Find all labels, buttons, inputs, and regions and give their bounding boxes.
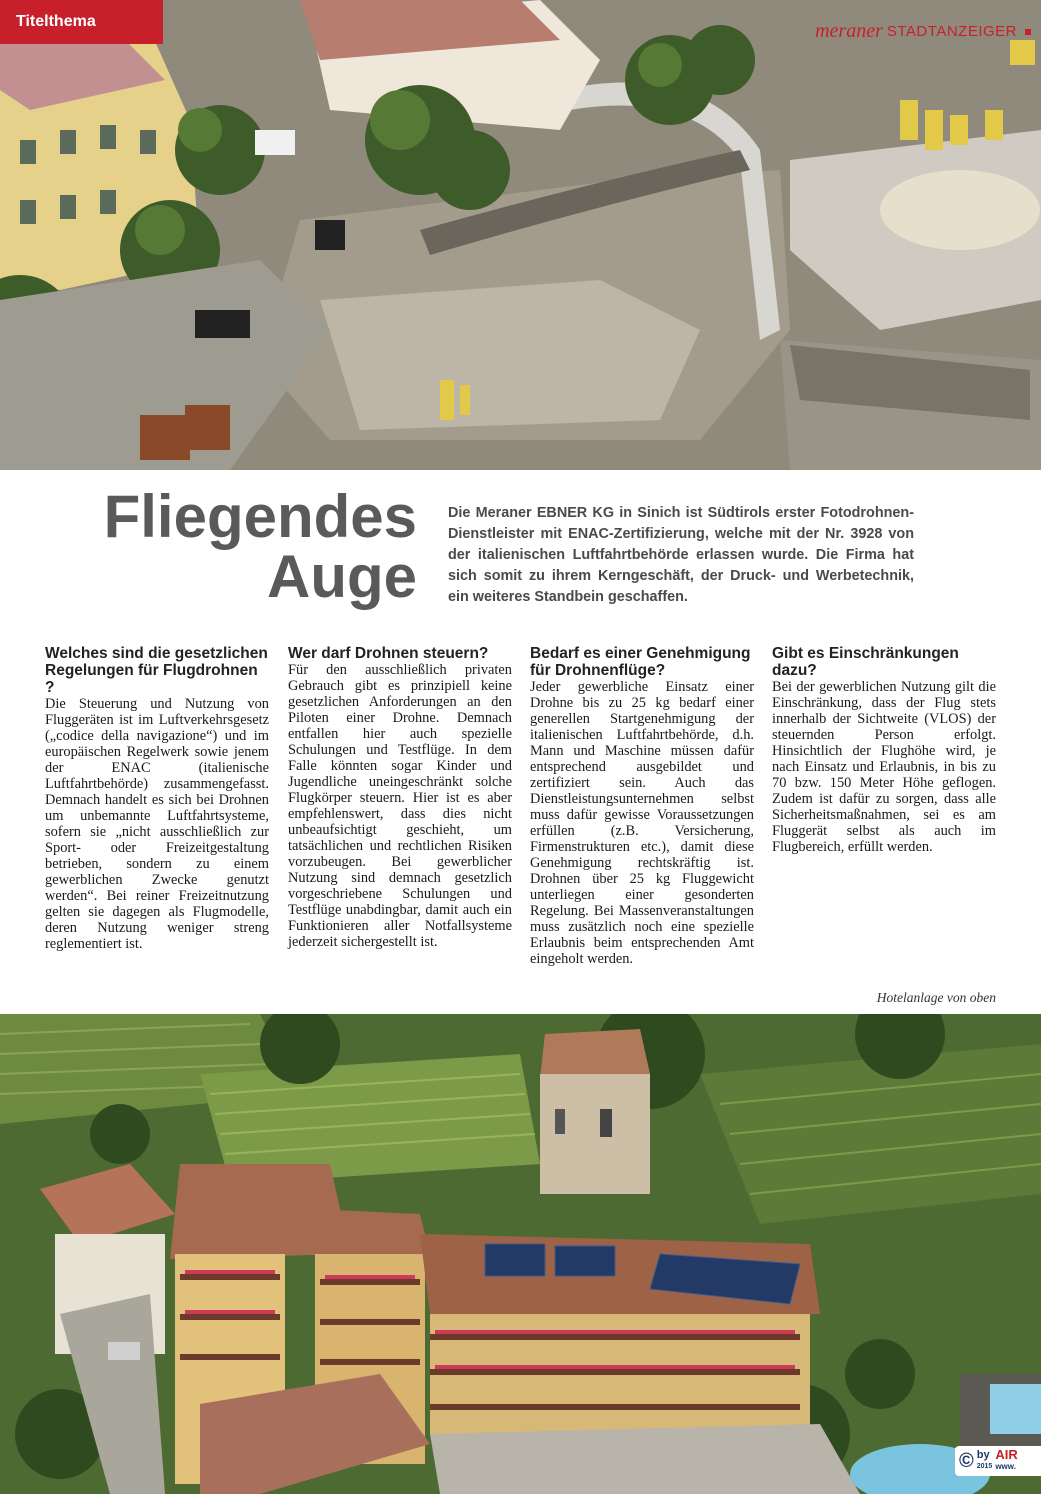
column-heading: Welches sind die gesetzlichen Regelungen für Flugdrohnen ? bbox=[45, 645, 268, 696]
column-heading: Gibt es Einschränkungen dazu? bbox=[772, 645, 959, 679]
column-body: Jeder gewerbliche Einsatz einer Drohne bis zu 25 kg bedarf einer generellen Startgenehmigung der italienischen Luftfahrtbehörde, d.h. Mann und Maschine müssen dafür entsprechend ausgebildet und zertifiziert sein. Auch das Dienstleistungsunternehmen selbst muss dafür gewisse Voraussetzungen erfüllen (z.B. Versicherung, Firmenstrukturen etc.), damit diese Genehmigung rechtskräftig ist. Drohnen über 25 kg Fluggewicht unterliegen einer gesonderten Regelung. Bei Massenveranstaltungen muss zusätzlich noch eine spezielle Erlaubnis beim entsprechenden Amt eingeholt werden. bbox=[530, 679, 754, 967]
article-column-1 bbox=[45, 645, 269, 952]
copyright-badge bbox=[955, 1446, 1041, 1476]
copyright-by: by bbox=[976, 1449, 990, 1461]
copyright-year: 2015 bbox=[976, 1463, 993, 1470]
hotel-aerial-photo bbox=[0, 1014, 1041, 1494]
masthead-square-icon bbox=[1025, 29, 1031, 35]
headline-line-2: Auge bbox=[267, 543, 417, 610]
masthead-paper: STADTANZEIGER bbox=[886, 23, 1017, 40]
column-heading: Bedarf es einer Genehmigung für Drohnenflüge? bbox=[530, 645, 751, 679]
copyright-icon: © bbox=[959, 1449, 974, 1472]
article-column-2 bbox=[288, 645, 512, 950]
copyright-brand: AIR bbox=[995, 1447, 1018, 1462]
column-heading: Wer darf Drohnen steuern? bbox=[288, 645, 489, 662]
section-tag: Titelthema bbox=[0, 0, 163, 44]
column-body: Bei der gewerblichen Nutzung gilt die Einschränkung, dass der Flug stets innerhalb der Sichtweite (VLOS) der steuernden Person erfolgt. Hinsichtlich der Flughöhe wird, je nach Einsatz und Erlaubnis, in bis zu 70 bzw. 150 Meter Höhe geflogen. Zudem ist dafür zu sorgen, dass alle Sicherheitsmaßnahmen, sei es am Fluggerät selbst als auch im Flugbereich, erfüllt werden. bbox=[772, 679, 996, 855]
article-column-3 bbox=[530, 645, 754, 967]
headline bbox=[60, 483, 417, 610]
headline-line-1: Fliegendes bbox=[103, 483, 417, 550]
article-column-4 bbox=[772, 645, 996, 855]
construction-site-photo bbox=[0, 0, 1041, 470]
masthead-city: meraner bbox=[815, 20, 883, 42]
masthead-logo bbox=[815, 20, 1031, 43]
photo-caption: Hotelanlage von oben bbox=[876, 990, 996, 1005]
column-body: Für den ausschließlich privaten Gebrauch gibt es prinzipiell keine gesetzlichen Anforderungen an den Piloten einer Drohne. Demnach entfallen hier auch spezielle Schulungen und Testflüge. In dem Falle könnten sogar Kinder und Jugendliche uneingeschränkt solche Flugkörper steuern. Hier ist es aber empfehlenswert, dass dies nicht unbeaufsichtigt geschieht, um tatsächlichen und rechtlichen Risiken vorzubeugen. Bei gewerblicher Nutzung sind demnach gesetzlich vorgeschriebene Schulungen und Testflüge unabdingbar, damit auch ein Funktionieren aller Notfallsysteme jederzeit sichergestellt ist. bbox=[288, 662, 512, 950]
copyright-web: www. bbox=[995, 1462, 1016, 1471]
column-body: Die Steuerung und Nutzung von Fluggeräten ist im Luftverkehrsgesetz („codice della navigazione“) und im europäischen Regelwerk sowie jenem der ENAC (italienische Luftfahrtbehörde) zusammengefasst. Demnach handelt es sich bei Drohnen um unbemannte Luftfahrtsysteme, sofern sie „nicht ausschließlich zur Sport- oder Freizeitgestaltung betrieben, sondern zu einem gewerblichen Zwecke genutzt werden“. Bei reiner Freizeitnutzung gelten sie dagegen als Flugmodelle, deren Nutzung weniger streng reglementiert ist. bbox=[45, 696, 269, 952]
lead-paragraph: Die Meraner EBNER KG in Sinich ist Südtirols erster Fotodrohnen-Dienstleister mit ENAC-Zertifizierung, welche mit der Nr. 3928 von der italienischen Luftfahrtbehörde erlassen wurde. Die Firma hat sich somit zu ihrem Kerngeschäft, der Druck- und Werbetechnik, ein weiteres Standbein geschaffen. bbox=[448, 505, 914, 605]
